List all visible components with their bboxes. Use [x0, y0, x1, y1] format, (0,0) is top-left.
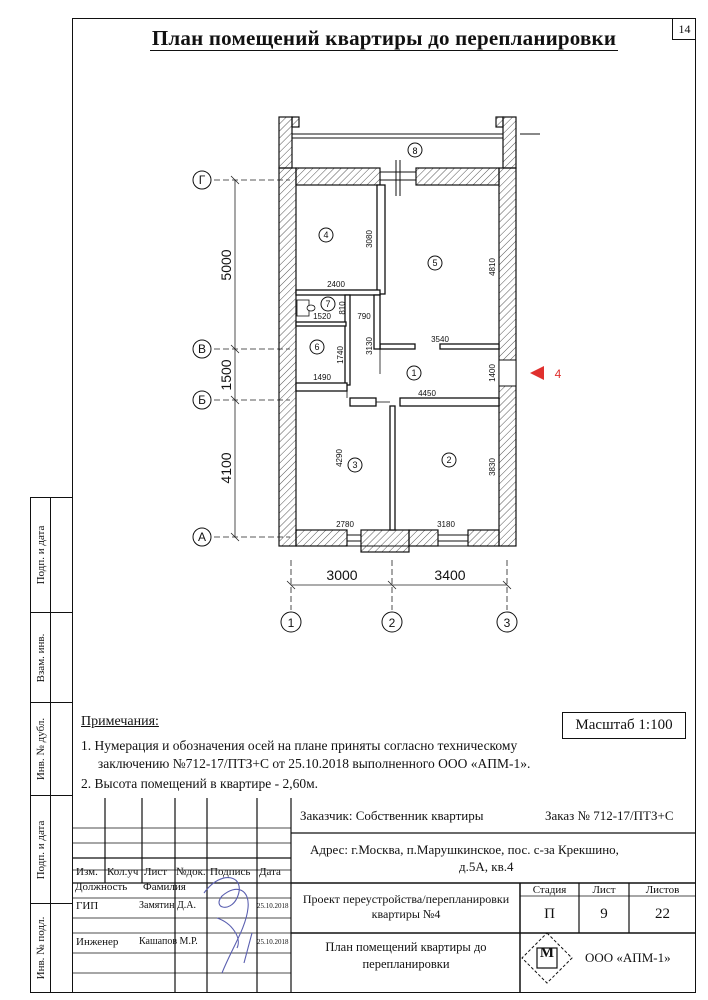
role-header: Должность: [75, 881, 128, 893]
margin-strip: [30, 497, 72, 993]
header-list: Лист: [144, 866, 168, 878]
room-number-2: 2: [446, 455, 452, 465]
dim-1520: 1520: [313, 312, 331, 321]
address-line-1: Адрес: г.Москва, п.Марушкинское, пос. с-за Крекшино,: [310, 842, 619, 857]
margin-label-replace: Взам. инв.: [34, 633, 47, 682]
dim-3080: 3080: [365, 230, 374, 248]
notes-heading: Примечания:: [81, 714, 159, 729]
room-number-3: 3: [352, 460, 358, 470]
room-number-7: 7: [325, 299, 331, 309]
dim-row-5000: 5000: [218, 249, 234, 281]
project-line-2: квартиры №4: [371, 907, 441, 921]
margin-label-dup: Инв. № дубл.: [34, 717, 47, 781]
dim-3540: 3540: [431, 335, 449, 344]
sheet-title-line-1: План помещений квартиры до: [325, 940, 487, 954]
sheet-value: 9: [600, 906, 608, 922]
dim-1490: 1490: [313, 373, 331, 382]
sheet-title-line-2: перепланировки: [362, 957, 450, 971]
dim-790: 790: [357, 312, 371, 321]
margin-label-sign-date-2: Подп. и дата: [34, 820, 47, 879]
stage-label: Стадия: [532, 884, 567, 896]
stage-value: П: [544, 906, 555, 922]
dim-3180: 3180: [437, 520, 455, 529]
room-number-8: 8: [412, 146, 418, 156]
margin-label-orig: Инв. № подл.: [34, 916, 47, 980]
dim-col-3400: 3400: [434, 567, 466, 583]
dim-3830: 3830: [488, 458, 497, 476]
header-date: Дата: [259, 866, 281, 878]
dim-col-3000: 3000: [326, 567, 358, 583]
address-line-2: д.5А, кв.4: [459, 859, 514, 874]
sheets-label: Листов: [645, 884, 680, 896]
room-number-5: 5: [432, 258, 438, 268]
signature-scribble: [204, 878, 252, 973]
sheets-value: 22: [655, 906, 670, 922]
axis-label-g: Г: [198, 173, 206, 187]
page-number: 14: [672, 18, 696, 40]
dim-row-4100: 4100: [218, 452, 234, 484]
gip-name: Замятин Д.А.: [139, 900, 196, 911]
axis-label-a: А: [197, 530, 207, 544]
header-doc: №док.: [176, 866, 206, 878]
customer-label: Заказчик: Собственник квартиры: [300, 808, 484, 823]
room-number-4: 4: [323, 230, 329, 240]
note-line-1: 1. Нумерация и обозначения осей на плане приняты согласно техническому: [81, 738, 518, 753]
dim-2780: 2780: [336, 520, 354, 529]
margin-cell-replace: [31, 613, 73, 703]
logo-letter: М: [539, 945, 555, 961]
engineer-date: 25.10.2018: [257, 938, 289, 946]
dim-1400: 1400: [488, 364, 497, 382]
name-header: Фамилия: [143, 881, 186, 893]
dim-3130: 3130: [365, 337, 374, 355]
dim-row-1500: 1500: [218, 359, 234, 391]
order-number: Заказ № 712-17/ПТЗ+С: [545, 808, 674, 823]
room-number-1: 1: [411, 368, 417, 378]
dim-4810: 4810: [488, 258, 497, 276]
project-line-1: Проект переустройства/перепланировки: [302, 892, 510, 906]
header-sign: Подпись: [210, 866, 251, 878]
margin-cell-orig: [31, 904, 73, 992]
header-kol: Кол.уч: [107, 866, 139, 878]
axis-label-2: 2: [388, 616, 396, 630]
company-name: ООО «АПМ-1»: [585, 950, 671, 965]
room-number-6: 6: [314, 342, 320, 352]
margin-cell-sign-date-2: [31, 796, 73, 904]
axis-label-1: 1: [287, 616, 295, 630]
walls: [279, 117, 516, 552]
note-line-2: заключению №712-17/ПТЗ+С от 25.10.2018 выполненного ООО «АПМ-1».: [81, 756, 531, 771]
axis-label-3: 3: [503, 616, 511, 630]
dim-4450: 4450: [418, 389, 436, 398]
dim-2400: 2400: [327, 280, 345, 289]
entrance-marker-label: 4: [554, 367, 562, 381]
entrance-door: [499, 360, 516, 386]
dim-810: 810: [338, 301, 347, 315]
dim-4290: 4290: [335, 449, 344, 467]
margin-label-sign-date-1: Подп. и дата: [34, 525, 47, 585]
margin-cell-dup: [31, 703, 73, 796]
entrance-marker-arrow: [530, 366, 544, 380]
note-line-3: 2. Высота помещений в квартире - 2,60м.: [81, 776, 318, 791]
header-izm: Изм.: [76, 866, 98, 878]
margin-cell-sign-date-1: [31, 498, 73, 613]
engineer-role: Инженер: [76, 936, 119, 948]
gip-role: ГИП: [76, 900, 99, 912]
page-title-text: План помещений квартиры до перепланировки: [151, 26, 617, 50]
axis-label-b: Б: [198, 393, 206, 407]
axis-label-v: В: [197, 342, 207, 356]
dim-1740: 1740: [336, 346, 345, 364]
engineer-name: Кашапов М.Р.: [139, 936, 198, 947]
gip-date: 25.10.2018: [257, 902, 289, 910]
scale-box: Масштаб 1:100: [562, 712, 686, 739]
sheet-label: Лист: [592, 884, 616, 896]
